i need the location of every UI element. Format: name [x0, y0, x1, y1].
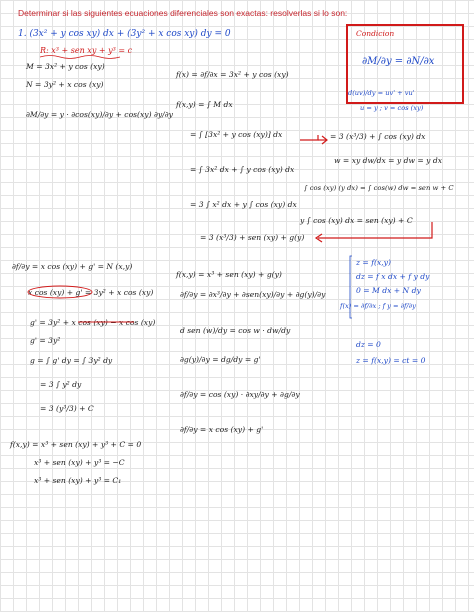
circled-term — [28, 286, 92, 298]
lm-line-1: f(x,y) = x³ + sen (xy) + g(y) — [176, 270, 282, 279]
lr-line-5: dz = 0 — [356, 340, 381, 349]
subst-line-1: = 3 (x³/3) + ∫ cos (xy) dx — [330, 132, 426, 141]
red-arrow-back — [318, 222, 432, 238]
ll-line-5: g = ∫ g' dy = ∫ 3y² dy — [30, 356, 113, 365]
integ-line-3: = ∫ [3x² + y cos (xy)] dx — [190, 130, 283, 139]
integ-line-2: f(x,y) = ∫ M dx — [176, 100, 233, 109]
lm-line-2: ∂f/∂y = ∂x³/∂y + ∂sen(xy)/∂y + ∂g(y)/∂y — [180, 290, 326, 299]
ll-line-2: x cos (xy) + g' = 3y² + x cos (xy) — [28, 288, 154, 297]
integ-line-1: f(x) = ∂f/∂x = 3x² + y cos (xy) — [176, 70, 289, 79]
ll-line-3: g' = 3y² + x cos (xy) − x cos (xy) — [30, 318, 156, 327]
ll-line-8: f(x,y) = x³ + sen (xy) + y³ + C = 0 — [10, 440, 142, 449]
lr-line-3: 0 = M dx + N dy — [356, 286, 421, 295]
product-rule-note: d(uv)/dy = uv' + vu' — [348, 89, 415, 97]
uv-note: u = y ; v = cos (xy) — [360, 104, 424, 112]
n-definition: N = 3y² + x cos (xy) — [26, 80, 104, 89]
ll-line-7: = 3 (y³/3) + C — [40, 404, 94, 413]
answer-line: R: x³ + sen xy + y³ = c — [40, 46, 133, 55]
ll-line-9: x³ + sen (xy) + y³ = −C — [34, 458, 125, 467]
lr-line-2: dz = f x dx + f y dy — [356, 272, 430, 281]
lm-line-6: ∂f/∂y = x cos (xy) + g' — [180, 425, 264, 434]
subst-line-4: y ∫ cos (xy) dx = sen (xy) + C — [300, 216, 413, 225]
lr-line-4: f(x) = ∂f/∂x ; f y = ∂f/∂y — [340, 302, 416, 310]
integ-line-6: = 3 (x³/3) + sen (xy) + g(y) — [200, 233, 305, 242]
integ-line-5: = 3 ∫ x² dx + y ∫ cos (xy) dx — [190, 200, 297, 209]
subst-line-3: ∫ cos (xy) (y dx) = ∫ cos(w) dw = sen w + C — [304, 184, 454, 192]
subst-line-2: w = xy dw/dx = y dw = y dx — [334, 156, 443, 165]
condition-label: Condicion — [356, 29, 395, 38]
lr-line-6: z = f(x,y) = ct = 0 — [356, 356, 426, 365]
ll-line-1: ∂f/∂y = x cos (xy) + g' = N (x,y) — [12, 262, 133, 271]
condition-formula: ∂M/∂y = ∂N/∂x — [362, 56, 435, 67]
problem-equation: 1. (3x² + y cos xy) dx + (3y² + x cos xy) dy = 0 — [18, 29, 231, 39]
ll-line-10: x³ + sen (xy) + y³ = C₁ — [34, 476, 122, 485]
lm-line-3: d sen (w)/dy = cos w · dw/dy — [180, 326, 291, 335]
integ-line-4: = ∫ 3x² dx + ∫ y cos (xy) dx — [190, 165, 295, 174]
answer-underline — [40, 56, 120, 59]
blue-bracket — [350, 256, 352, 318]
m-definition: M = 3x² + y cos (xy) — [26, 62, 105, 71]
lm-line-4: ∂g(y)/∂y = dg/dy = g' — [180, 355, 261, 364]
lr-line-1: z = f(x,y) — [356, 258, 391, 267]
ll-line-6: = 3 ∫ y² dy — [40, 380, 82, 389]
red-arrow-out — [300, 135, 318, 140]
ll-line-4: g' = 3y² — [30, 336, 61, 345]
partial-m-partial-y: ∂M/∂y = y · ∂cos(xy)/∂y + cos(xy) ∂y/∂y — [26, 110, 173, 119]
assignment-header: Determinar si las siguientes ecuaciones diferenciales son exactas: resolverlas si lo son: — [18, 8, 348, 18]
lm-line-5: ∂f/∂y = cos (xy) · ∂xy/∂y + ∂g/∂y — [180, 390, 300, 399]
